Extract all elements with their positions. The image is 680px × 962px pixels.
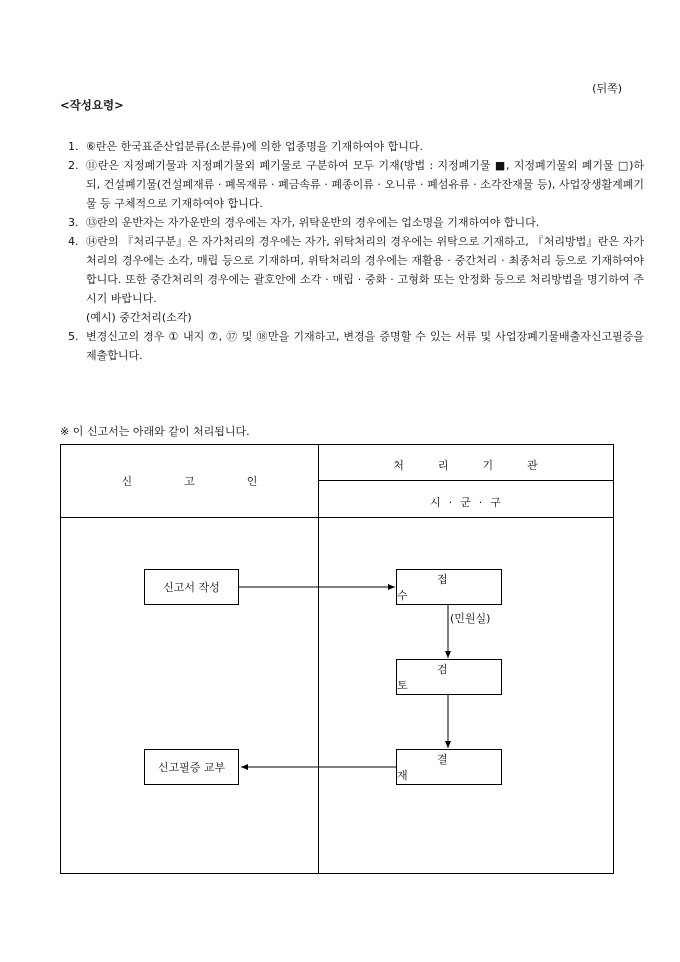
column-header-agency: 처리기관 [393,459,572,472]
instruction-text: ⑭란의 『처리구분』은 자가처리의 경우에는 자가, 위탁처리의 경우에는 위탁으로 기재하고, 『처리방법』란은 자가처리의 경우에는 소각, 매립 등으로 기재하며, 위탁처리의 경우에는 재활용 · 중간처리 · 최종처리 등으로 기재하여야 합니다. 또한 중간처리의 경우에는 괄호안에 소각 · 매립 · 중화 · 고형화 또는 안정화 등으로 처리방법을 명기하여 주시기 바랍니다. [86,235,644,305]
step-review: 검토 [396,659,502,695]
instructions-heading: <작성요령> [60,98,124,112]
back-page-label: (뒤쪽) [592,82,622,95]
process-note: ※ 이 신고서는 아래와 같이 처리됩니다. [60,425,250,438]
instruction-text: ⑬란의 운반자는 자가운반의 경우에는 자가, 위탁운반의 경우에는 업소명을 기재하여야 합니다. [86,216,540,229]
step-issue-certificate: 신고필증 교부 [144,749,239,785]
instruction-text: ⑥란은 한국표준산업분류(소분류)에 의한 업종명을 기재하여야 합니다. [86,140,423,153]
step-decide: 결재 [396,749,502,785]
step-receive: 접수 [396,569,502,605]
column-header-applicant: 신고인 [121,475,310,488]
column-subheader-sigungu: 시·군·구 [430,496,509,509]
instruction-example: (예시) 중간처리(소각) [86,311,192,324]
instruction-text: 변경신고의 경우 ① 내지 ⑦, ⑰ 및 ⑱만을 기재하고, 변경을 증명할 수 있는 서류 및 사업장폐기물배출자신고필증을 제출합니다. [86,330,644,362]
receive-note: (민원실) [450,612,491,625]
instruction-text: ⑪란은 지정폐기물과 지정폐기물외 폐기물로 구분하여 모두 기재(방법 : 지정폐기물 ■, 지정폐기물외 폐기물 □)하되, 건설폐기물(건설폐재류 · 폐목재류 · 폐금속류 · 폐종이류 · 오니류 · 폐섬유류 · 소각잔재물 등), 사업장생활계폐기물 등 구체적으로 기재하여야 합니다. [86,159,644,210]
step-write-report: 신고서 작성 [144,569,239,605]
